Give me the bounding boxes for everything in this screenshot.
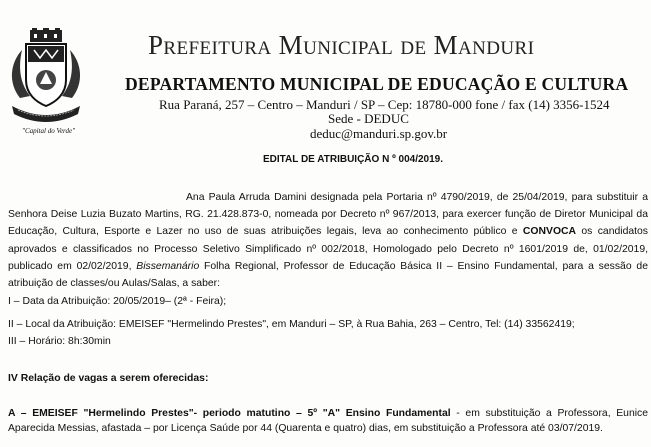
intro-paragraph: [8, 189, 648, 292]
vacancy-paragraph: [8, 407, 648, 436]
crest-caption: "Capital do Verde": [22, 127, 76, 135]
intro-italic: Bissemanário: [136, 260, 200, 272]
organization-title: Prefeitura Municipal de Manduri: [148, 30, 535, 60]
seat-line: Sede - DEDUC: [328, 111, 409, 126]
intro-text-a: Ana Paula Arruda Damini designada pela Portaria nº 4790/2019, de 25/04/2019, para substituir a Senhora Deise Luzia Buzato Martins, RG. 21.428.873-0, nomeada por Decreto nº 967/2013, para exercer função de Diretor Municipal da Educação, Cultura, Esporte e Lazer no uso de suas atribuições legais, leva ao conhecimento público e: [8, 192, 648, 238]
address-line: Rua Paraná, 257 – Centro – Manduri / SP – Cep: 18780-000 fone / fax (14) 3356-1524: [159, 97, 610, 112]
edital-title: EDITAL DE ATRIBUIÇÃO N º 004/2019.: [263, 154, 443, 165]
department-title: DEPARTAMENTO MUNICIPAL DE EDUCAÇÃO E CULTURA: [125, 74, 629, 94]
intro-text-b: os candidatos aprovados e classificados no Processo Seletivo Simplificado nº 002/2018, Homologado pelo Decreto nº 1601/2019 de, 01/02/2019, publicado em 02/02/2019,: [8, 226, 648, 272]
vacancy-title: A – EMEISEF "Hermelindo Prestes"- periodo matutino – 5º "A" Ensino Fundamental: [8, 408, 451, 419]
email-line: deduc@manduri.sp.gov.br: [310, 126, 448, 141]
intro-text-c: Folha Regional, Professor de Educação Básica II – Ensino Fundamental, para a sessão de atribuição de classes/ou Aulas/Salas, a saber:: [8, 260, 648, 290]
section-vacancies-heading: IV Relação de vagas a serem oferecidas:: [8, 373, 209, 384]
intro-convoca: CONVOCA: [522, 226, 577, 238]
item-time: III – Horário: 8h:30min: [8, 336, 111, 347]
item-location: II – Local da Atribuição: EMEISEF "Hermelindo Prestes", em Manduri – SP, à Rua Bahia, 263 – Centro, Tel: (14) 33562419;: [8, 319, 575, 330]
item-date: I – Data da Atribuição: 20/05/2019– (2ª - Feira);: [8, 296, 227, 307]
vacancy-text: - em substituição a Professora, Eunice Aparecida Messias, afastada – por Licença Saúde por 44 (Quarenta e quatro) dias, em substituição a Professora até 03/07/2019.: [8, 408, 648, 434]
